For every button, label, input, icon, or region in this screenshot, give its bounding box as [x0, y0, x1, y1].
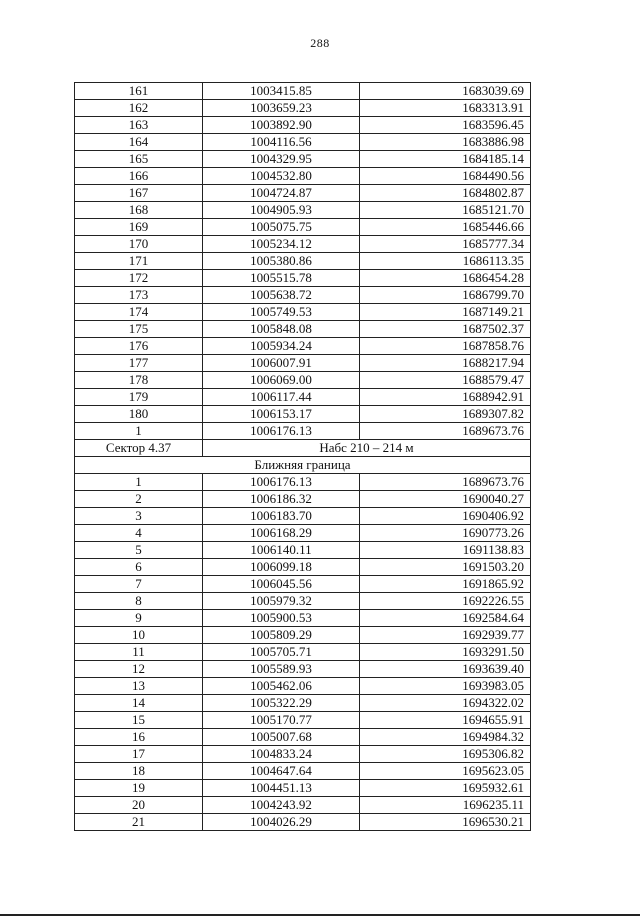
point-number: 15	[75, 712, 203, 729]
point-number: 176	[75, 338, 203, 355]
point-number: 6	[75, 559, 203, 576]
table-body-top	[75, 83, 531, 440]
y-coordinate: 1683039.69	[360, 83, 531, 100]
point-number: 3	[75, 508, 203, 525]
table-row	[75, 270, 531, 287]
y-coordinate: 1684802.87	[360, 185, 531, 202]
point-number: 9	[75, 610, 203, 627]
x-coordinate: 1005749.53	[203, 304, 360, 321]
x-coordinate: 1006069.00	[203, 372, 360, 389]
point-number: 5	[75, 542, 203, 559]
point-number: 178	[75, 372, 203, 389]
x-coordinate: 1005462.06	[203, 678, 360, 695]
table-row	[75, 406, 531, 423]
point-number: 10	[75, 627, 203, 644]
table-row	[75, 559, 531, 576]
y-coordinate: 1685777.34	[360, 236, 531, 253]
table-row	[75, 797, 531, 814]
point-number: 162	[75, 100, 203, 117]
sector-height: Набс 210 – 214 м	[203, 440, 531, 457]
point-number: 161	[75, 83, 203, 100]
table-row	[75, 117, 531, 134]
table-row	[75, 219, 531, 236]
y-coordinate: 1683886.98	[360, 134, 531, 151]
point-number: 19	[75, 780, 203, 797]
point-number: 175	[75, 321, 203, 338]
y-coordinate: 1693291.50	[360, 644, 531, 661]
y-coordinate: 1691503.20	[360, 559, 531, 576]
table-row	[75, 712, 531, 729]
point-number: 170	[75, 236, 203, 253]
y-coordinate: 1692226.55	[360, 593, 531, 610]
y-coordinate: 1692584.64	[360, 610, 531, 627]
y-coordinate: 1691865.92	[360, 576, 531, 593]
point-number: 8	[75, 593, 203, 610]
x-coordinate: 1005322.29	[203, 695, 360, 712]
x-coordinate: 1006007.91	[203, 355, 360, 372]
x-coordinate: 1005638.72	[203, 287, 360, 304]
y-coordinate: 1684185.14	[360, 151, 531, 168]
table-row	[75, 355, 531, 372]
x-coordinate: 1005900.53	[203, 610, 360, 627]
y-coordinate: 1687502.37	[360, 321, 531, 338]
x-coordinate: 1005848.08	[203, 321, 360, 338]
point-number: 164	[75, 134, 203, 151]
section-title-row	[75, 457, 531, 474]
y-coordinate: 1690773.26	[360, 525, 531, 542]
sector-label: Сектор 4.37	[75, 440, 203, 457]
y-coordinate: 1686799.70	[360, 287, 531, 304]
point-number: 174	[75, 304, 203, 321]
x-coordinate: 1004026.29	[203, 814, 360, 831]
y-coordinate: 1696235.11	[360, 797, 531, 814]
y-coordinate: 1695306.82	[360, 746, 531, 763]
y-coordinate: 1686454.28	[360, 270, 531, 287]
x-coordinate: 1004532.80	[203, 168, 360, 185]
point-number: 177	[75, 355, 203, 372]
x-coordinate: 1004833.24	[203, 746, 360, 763]
y-coordinate: 1690406.92	[360, 508, 531, 525]
table-row	[75, 100, 531, 117]
point-number: 11	[75, 644, 203, 661]
point-number: 17	[75, 746, 203, 763]
point-number: 1	[75, 423, 203, 440]
y-coordinate: 1688579.47	[360, 372, 531, 389]
x-coordinate: 1005979.32	[203, 593, 360, 610]
sector-header	[75, 440, 531, 474]
table-row	[75, 253, 531, 270]
table-row	[75, 83, 531, 100]
point-number: 4	[75, 525, 203, 542]
table-row	[75, 542, 531, 559]
table-row	[75, 763, 531, 780]
x-coordinate: 1006183.70	[203, 508, 360, 525]
x-coordinate: 1003892.90	[203, 117, 360, 134]
point-number: 21	[75, 814, 203, 831]
y-coordinate: 1693983.05	[360, 678, 531, 695]
point-number: 171	[75, 253, 203, 270]
table-row	[75, 185, 531, 202]
x-coordinate: 1004329.95	[203, 151, 360, 168]
y-coordinate: 1694322.02	[360, 695, 531, 712]
table-row	[75, 304, 531, 321]
table-row	[75, 746, 531, 763]
y-coordinate: 1694655.91	[360, 712, 531, 729]
point-number: 163	[75, 117, 203, 134]
table-row	[75, 389, 531, 406]
page-bottom-border	[0, 914, 640, 916]
x-coordinate: 1006140.11	[203, 542, 360, 559]
y-coordinate: 1688217.94	[360, 355, 531, 372]
point-number: 1	[75, 474, 203, 491]
x-coordinate: 1006186.32	[203, 491, 360, 508]
table-row	[75, 627, 531, 644]
y-coordinate: 1688942.91	[360, 389, 531, 406]
table-row	[75, 151, 531, 168]
table-row	[75, 134, 531, 151]
x-coordinate: 1005075.75	[203, 219, 360, 236]
table-row	[75, 525, 531, 542]
point-number: 172	[75, 270, 203, 287]
y-coordinate: 1686113.35	[360, 253, 531, 270]
x-coordinate: 1005705.71	[203, 644, 360, 661]
x-coordinate: 1004116.56	[203, 134, 360, 151]
y-coordinate: 1693639.40	[360, 661, 531, 678]
table-row	[75, 372, 531, 389]
table-row	[75, 593, 531, 610]
y-coordinate: 1695932.61	[360, 780, 531, 797]
table-row	[75, 202, 531, 219]
point-number: 18	[75, 763, 203, 780]
x-coordinate: 1005809.29	[203, 627, 360, 644]
point-number: 12	[75, 661, 203, 678]
table-row	[75, 236, 531, 253]
y-coordinate: 1695623.05	[360, 763, 531, 780]
y-coordinate: 1694984.32	[360, 729, 531, 746]
table-row	[75, 610, 531, 627]
x-coordinate: 1005380.86	[203, 253, 360, 270]
point-number: 180	[75, 406, 203, 423]
x-coordinate: 1004905.93	[203, 202, 360, 219]
y-coordinate: 1683596.45	[360, 117, 531, 134]
table-row	[75, 508, 531, 525]
table-row	[75, 780, 531, 797]
point-number: 168	[75, 202, 203, 219]
x-coordinate: 1006176.13	[203, 423, 360, 440]
point-number: 16	[75, 729, 203, 746]
y-coordinate: 1687858.76	[360, 338, 531, 355]
point-number: 165	[75, 151, 203, 168]
point-number: 14	[75, 695, 203, 712]
x-coordinate: 1003659.23	[203, 100, 360, 117]
x-coordinate: 1004647.64	[203, 763, 360, 780]
table-row	[75, 814, 531, 831]
coordinates-table	[74, 82, 531, 831]
x-coordinate: 1005515.78	[203, 270, 360, 287]
y-coordinate: 1690040.27	[360, 491, 531, 508]
x-coordinate: 1006176.13	[203, 474, 360, 491]
table-row	[75, 661, 531, 678]
x-coordinate: 1006117.44	[203, 389, 360, 406]
point-number: 2	[75, 491, 203, 508]
table-body-bottom	[75, 474, 531, 831]
x-coordinate: 1005234.12	[203, 236, 360, 253]
table-row	[75, 576, 531, 593]
y-coordinate: 1696530.21	[360, 814, 531, 831]
x-coordinate: 1004243.92	[203, 797, 360, 814]
table-row	[75, 168, 531, 185]
x-coordinate: 1004451.13	[203, 780, 360, 797]
x-coordinate: 1003415.85	[203, 83, 360, 100]
x-coordinate: 1005934.24	[203, 338, 360, 355]
point-number: 173	[75, 287, 203, 304]
y-coordinate: 1689307.82	[360, 406, 531, 423]
x-coordinate: 1006045.56	[203, 576, 360, 593]
table-row	[75, 678, 531, 695]
table-row	[75, 644, 531, 661]
point-number: 167	[75, 185, 203, 202]
y-coordinate: 1685121.70	[360, 202, 531, 219]
sector-row	[75, 440, 531, 457]
table-row	[75, 729, 531, 746]
table-row	[75, 338, 531, 355]
table-row	[75, 695, 531, 712]
table-row	[75, 423, 531, 440]
point-number: 13	[75, 678, 203, 695]
x-coordinate: 1004724.87	[203, 185, 360, 202]
y-coordinate: 1687149.21	[360, 304, 531, 321]
table-row	[75, 287, 531, 304]
x-coordinate: 1006099.18	[203, 559, 360, 576]
x-coordinate: 1006153.17	[203, 406, 360, 423]
table-row	[75, 491, 531, 508]
y-coordinate: 1683313.91	[360, 100, 531, 117]
point-number: 179	[75, 389, 203, 406]
table-row	[75, 474, 531, 491]
x-coordinate: 1005007.68	[203, 729, 360, 746]
x-coordinate: 1005170.77	[203, 712, 360, 729]
table-row	[75, 321, 531, 338]
section-title: Ближняя граница	[75, 457, 531, 474]
y-coordinate: 1692939.77	[360, 627, 531, 644]
page-number: 288	[310, 36, 330, 50]
y-coordinate: 1691138.83	[360, 542, 531, 559]
x-coordinate: 1006168.29	[203, 525, 360, 542]
y-coordinate: 1689673.76	[360, 474, 531, 491]
point-number: 169	[75, 219, 203, 236]
y-coordinate: 1684490.56	[360, 168, 531, 185]
point-number: 20	[75, 797, 203, 814]
point-number: 166	[75, 168, 203, 185]
point-number: 7	[75, 576, 203, 593]
y-coordinate: 1689673.76	[360, 423, 531, 440]
x-coordinate: 1005589.93	[203, 661, 360, 678]
y-coordinate: 1685446.66	[360, 219, 531, 236]
